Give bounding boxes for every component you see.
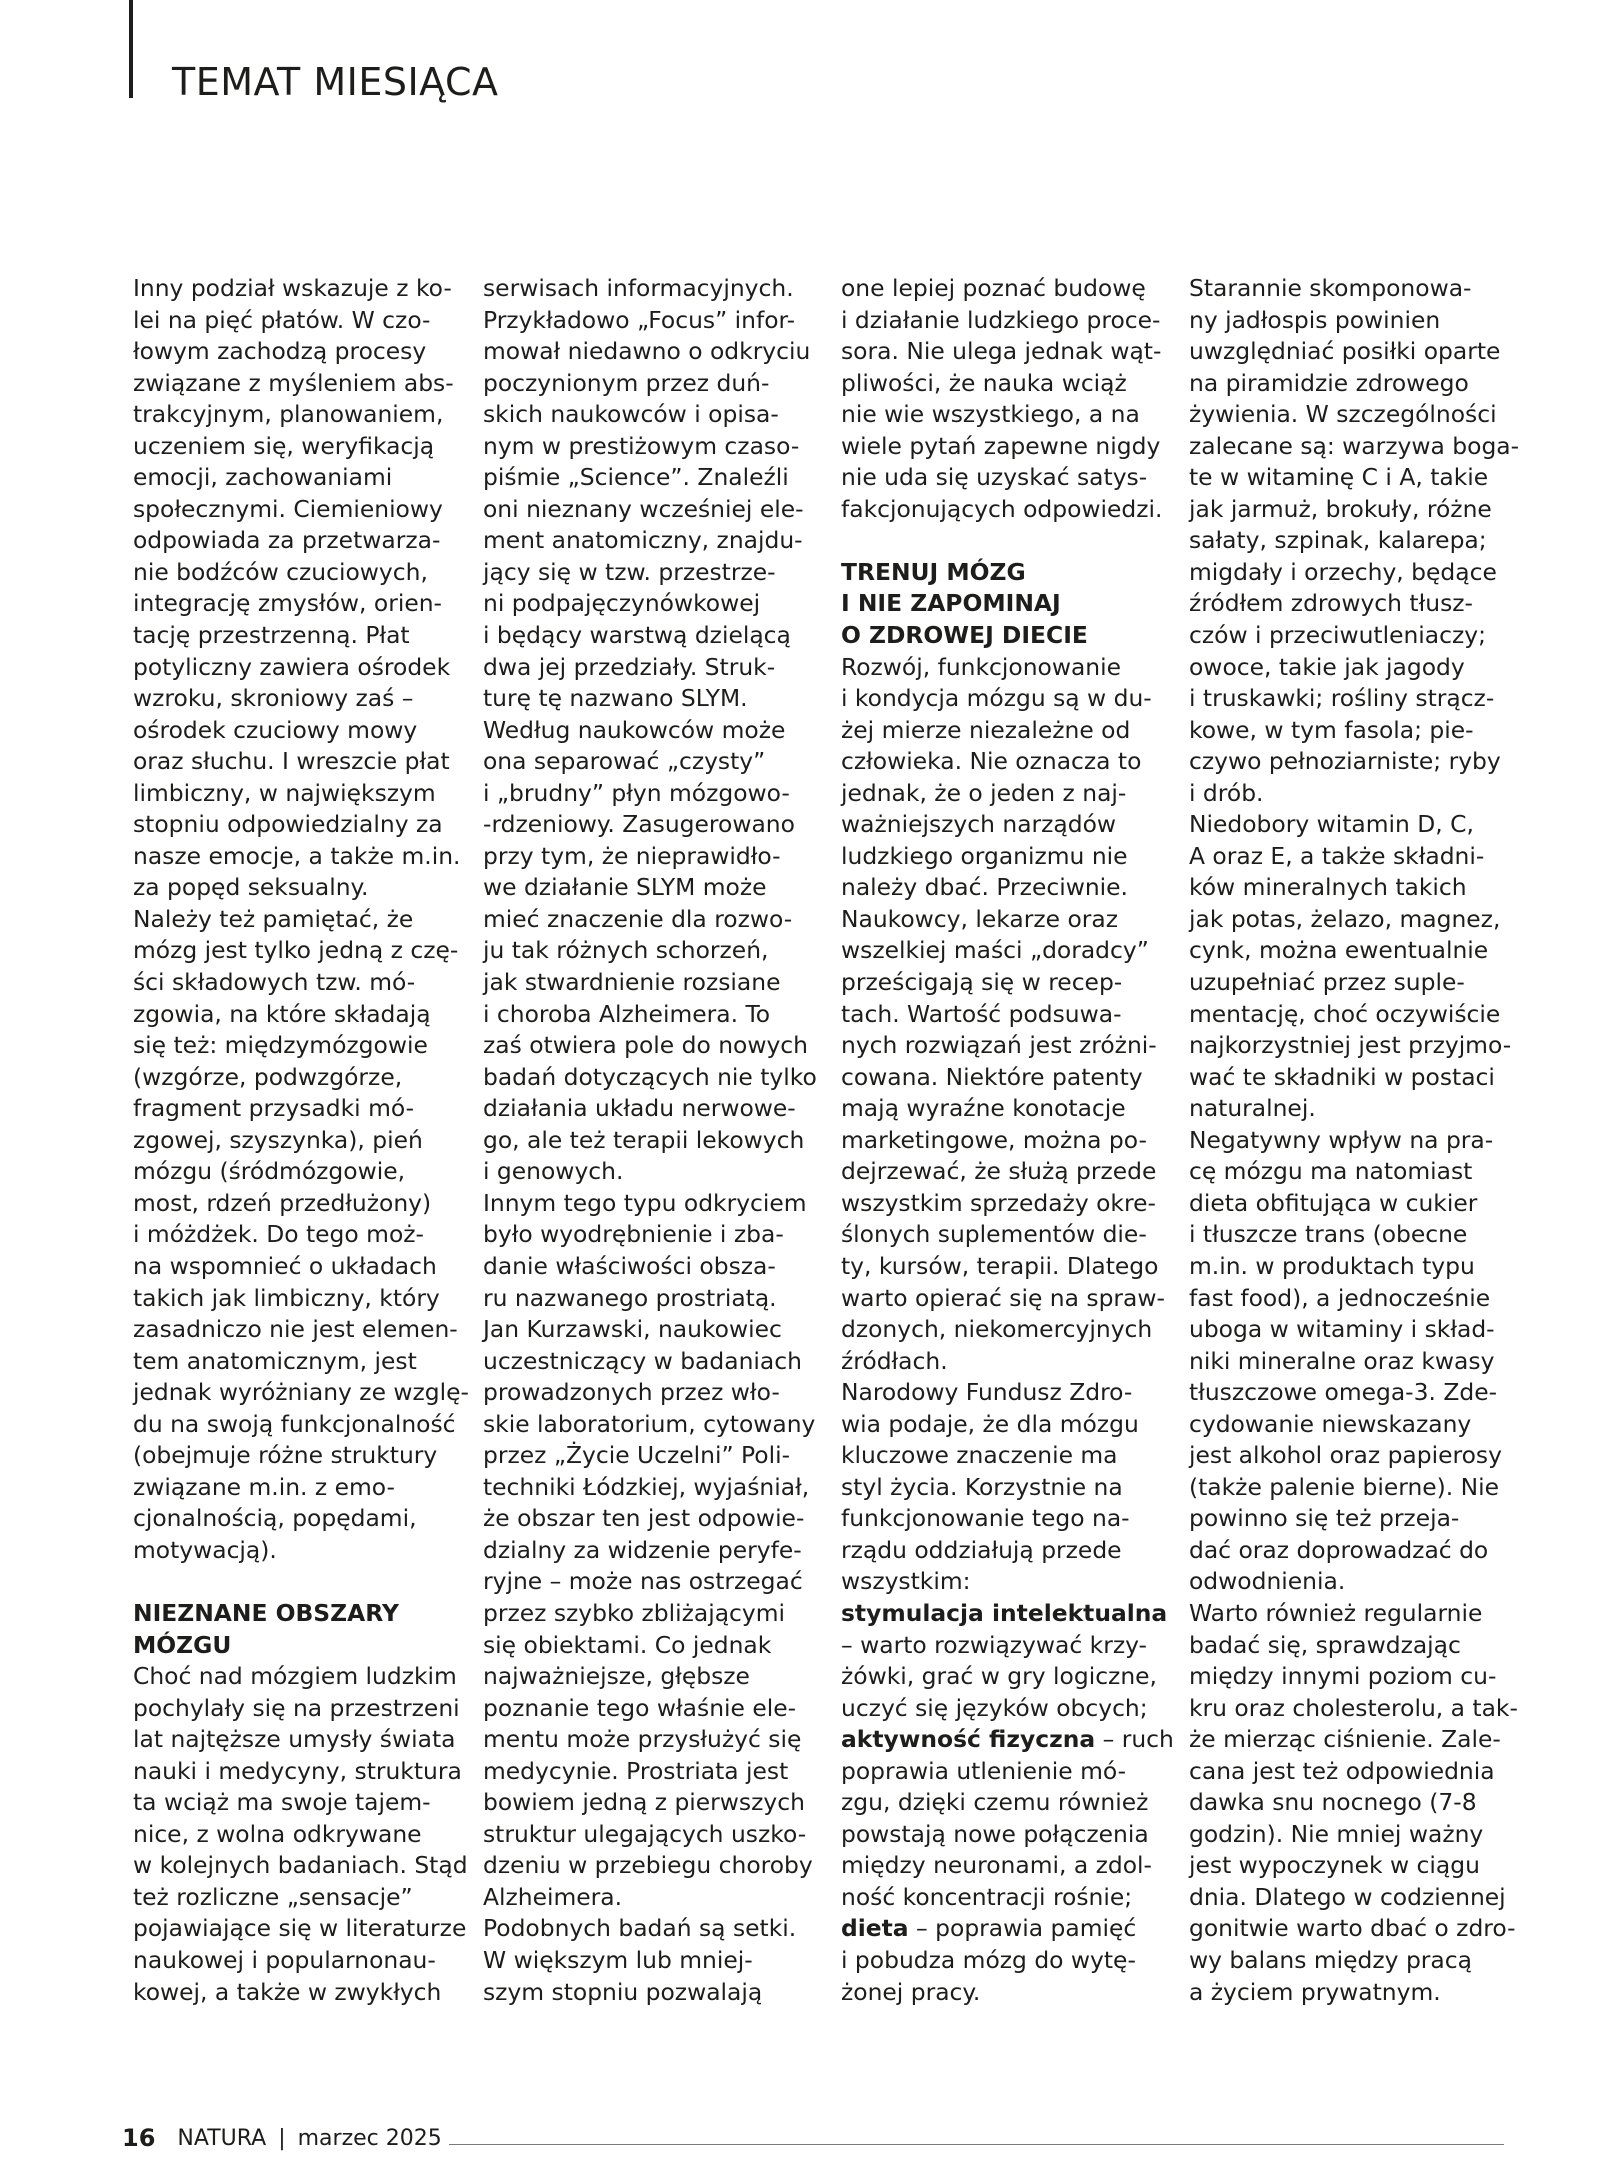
text-line: kluczowe znaczenie ma <box>841 1441 1118 1470</box>
text-line: zgowia, na które składają <box>133 999 431 1028</box>
page-footer <box>122 2123 442 2153</box>
text-line: ment anatomiczny, znajdu- <box>483 526 803 555</box>
text-line: we działanie SLYM może <box>483 873 767 902</box>
text-line: medycynie. Prostriata jest <box>483 1756 789 1785</box>
text-line: go, ale też terapii lekowych <box>483 1125 805 1154</box>
text-line: że obszar ten jest odpowie- <box>483 1504 805 1533</box>
text-line: jak jarmuż, brokuły, różne <box>1189 494 1492 523</box>
text-line: Rozwój, funkcjonowanie <box>841 652 1122 681</box>
text-line: ru nazwanego prostriatą. <box>483 1283 777 1312</box>
text-line: most, rdzeń przedłużony) <box>133 1188 432 1217</box>
text-line: Niedobory witamin D, C, <box>1189 810 1474 839</box>
text-line: odpowiada za przetwarza- <box>133 526 441 555</box>
text-line: uboga w witaminy i skład- <box>1189 1315 1495 1344</box>
text-line: nice, z wolna odkrywane <box>133 1819 422 1848</box>
text-line: Według naukowców może <box>483 715 786 744</box>
text-line: (także palenie bierne). Nie <box>1189 1472 1500 1501</box>
text-line: dwa jej przedziały. Struk- <box>483 652 776 681</box>
text-line: mieć znaczenie dla rozwo- <box>483 904 793 933</box>
text-line: mentację, choć oczywiście <box>1189 999 1501 1028</box>
footer-rule <box>449 2144 1504 2145</box>
text-line: mował niedawno o odkryciu <box>483 337 811 366</box>
text-line: Innym tego typu odkryciem <box>483 1188 807 1217</box>
text-line: i genowych. <box>483 1157 624 1186</box>
text-line <box>841 1724 1174 1756</box>
text-line: naturalnej. <box>1189 1094 1316 1123</box>
text-line: zaś otwiera pole do nowych <box>483 1031 808 1060</box>
text-line: Choć nad mózgiem ludzkim <box>133 1662 457 1691</box>
text-line: uczeniem się, weryfikacją <box>133 431 435 460</box>
text-line: jak stwardnienie rozsiane <box>483 968 781 997</box>
text-line: A oraz E, a także składni- <box>1189 841 1485 870</box>
text-line: owoce, takie jak jagody <box>1189 652 1465 681</box>
text-line: najkorzystniej jest przyjmo- <box>1189 1031 1512 1060</box>
text-line: limbiczny, w największym <box>133 778 436 807</box>
text-line: między neuronami, a zdol- <box>841 1851 1152 1880</box>
text-line: ośrodek czuciowy mowy <box>133 715 418 744</box>
text-line: ju tak różnych schorzeń, <box>483 936 769 965</box>
article-column-4 <box>1189 273 1520 2008</box>
text-line: Przykładowo „Focus” infor- <box>483 305 796 334</box>
text-line: (obejmuje różne struktury <box>133 1441 438 1470</box>
text-line: zalecane są: warzywa boga- <box>1189 431 1520 460</box>
text-line: między innymi poziom cu- <box>1189 1662 1497 1691</box>
bold-term: dieta <box>841 1914 909 1943</box>
text-line: godzin). Nie mniej ważny <box>1189 1819 1484 1848</box>
text-line: ność koncentracji rośnie; <box>841 1882 1133 1911</box>
text-line: powinno się też przeja- <box>1189 1504 1460 1533</box>
text-line: wszelkiej maści „doradcy” <box>841 936 1149 965</box>
text-fragment: – ruch <box>1095 1725 1174 1754</box>
bold-term: stymulacja intelektualna <box>841 1598 1168 1627</box>
page-number: 16 <box>122 2124 156 2152</box>
text-line: piśmie „Science”. Znaleźli <box>483 463 789 492</box>
text-line: nie wie wszystkiego, a na <box>841 400 1140 429</box>
text-line: m.in. w produktach typu <box>1189 1251 1475 1280</box>
text-line: jest alkohol oraz papierosy <box>1189 1441 1502 1470</box>
text-line: wać te składniki w postaci <box>1189 1062 1495 1091</box>
text-line: cynk, można ewentualnie <box>1189 936 1489 965</box>
text-line: pochylały się na przestrzeni <box>133 1693 460 1722</box>
text-line <box>841 1913 1161 1945</box>
text-line: wzroku, skroniowy zaś – <box>133 684 414 713</box>
text-line: Należy też pamiętać, że <box>133 904 414 933</box>
text-line: za popęd seksualny. <box>133 873 369 902</box>
text-line: żywienia. W szczególności <box>1189 400 1497 429</box>
text-line: nie uda się uzyskać satys- <box>841 463 1148 492</box>
text-line: też rozliczne „sensacje” <box>133 1882 413 1911</box>
text-line: dzeniu w przebiegu choroby <box>483 1851 813 1880</box>
text-line: związane z myśleniem abs- <box>133 368 454 397</box>
text-line: serwisach informacyjnych. <box>483 274 794 302</box>
text-line: żonej pracy. <box>841 1977 981 2006</box>
text-line: przez „Życie Uczelni” Poli- <box>483 1441 791 1470</box>
text-line: czywo pełnoziarniste; ryby <box>1189 747 1501 776</box>
text-line: wszystkim sprzedaży okre- <box>841 1188 1156 1217</box>
text-line: cana jest też odpowiednia <box>1189 1756 1495 1785</box>
text-line: skie laboratorium, cytowany <box>483 1409 816 1438</box>
text-line: -rdzeniowy. Zasugerowano <box>483 810 795 839</box>
text-line: jący się w tzw. przestrze- <box>483 557 776 586</box>
text-line: działania układu nerwowe- <box>483 1094 796 1123</box>
text-line: najważniejsze, głębsze <box>483 1662 750 1691</box>
text-line: uzupełniać przez suple- <box>1189 968 1465 997</box>
bold-term: aktywność fizyczna <box>841 1725 1096 1754</box>
text-line: się obiektami. Co jednak <box>483 1630 772 1659</box>
text-line: pliwości, że nauka wciąż <box>841 368 1127 397</box>
text-line: dnia. Dlatego w codziennej <box>1189 1882 1506 1911</box>
text-line: W większym lub mniej- <box>483 1945 753 1974</box>
text-line: ryjne – może nas ostrzegać <box>483 1567 803 1596</box>
text-line: i drób. <box>1189 778 1264 807</box>
text-line: i będący warstwą dzielącą <box>483 621 791 650</box>
text-line: prześcigają się w recep- <box>841 968 1123 997</box>
text-line: poczynionym przez duń- <box>483 368 770 397</box>
section-heading-line: I NIE ZAPOMINAJ <box>841 589 1061 618</box>
text-line: uczyć się języków obcych; <box>841 1693 1148 1722</box>
text-line: przez szybko zbliżającymi <box>483 1598 786 1627</box>
section-heading-line: MÓZGU <box>133 1630 232 1659</box>
text-line: tem anatomicznym, jest <box>133 1346 417 1375</box>
text-line: wiele pytań zapewne nigdy <box>841 431 1161 460</box>
text-line: ślonych suplementów die- <box>841 1220 1147 1249</box>
text-line: kowe, w tym fasola; pie- <box>1189 715 1474 744</box>
text-line: te w witaminę C i A, takie <box>1189 463 1489 492</box>
text-line: i choroba Alzheimera. To <box>483 999 771 1028</box>
text-line: skich naukowców i opisa- <box>483 400 779 429</box>
text-line: turę tę nazwano SLYM. <box>483 684 748 713</box>
text-line: i kondycja mózgu są w du- <box>841 684 1152 713</box>
text-line: marketingowe, można po- <box>841 1125 1147 1154</box>
text-line: badać się, sprawdzając <box>1189 1630 1461 1659</box>
text-line: – warto rozwiązywać krzy- <box>841 1630 1147 1659</box>
paragraph-gap <box>133 1566 453 1598</box>
text-line: Narodowy Fundusz Zdro- <box>841 1378 1133 1407</box>
text-line: danie właściwości obsza- <box>483 1251 776 1280</box>
text-line: prowadzonych przez wło- <box>483 1378 780 1407</box>
text-line: wy balans między pracą <box>1189 1945 1472 1974</box>
text-line: nie bodźców czuciowych, <box>133 557 428 586</box>
article-column-1 <box>133 273 469 2008</box>
text-line: oni nieznany wcześniej ele- <box>483 494 804 523</box>
section-title: TEMAT MIESIĄCA <box>172 60 499 104</box>
text-line: poprawia utlenienie mó- <box>841 1756 1127 1785</box>
text-line: społecznymi. Ciemieniowy <box>133 494 443 523</box>
text-line: uczestniczący w badaniach <box>483 1346 802 1375</box>
text-line: ona separować „czysty” <box>483 747 766 776</box>
text-line: rządu oddziałują przede <box>841 1535 1122 1564</box>
text-line: dzialny za widzenie peryfe- <box>483 1535 802 1564</box>
text-line: takich jak limbiczny, który <box>133 1283 440 1312</box>
text-line: źródłach. <box>841 1346 948 1375</box>
text-line: nym w prestiżowym czaso- <box>483 431 800 460</box>
text-line: powstają nowe połączenia <box>841 1819 1149 1848</box>
text-line: dać oraz doprowadzać do <box>1189 1535 1489 1564</box>
text-line: cowana. Niektóre patenty <box>841 1062 1143 1091</box>
text-line: tację przestrzenną. Płat <box>133 621 410 650</box>
text-line: integrację zmysłów, orien- <box>133 589 443 618</box>
text-line: Negatywny wpływ na pra- <box>1189 1125 1494 1154</box>
footer-separator: | <box>278 2125 286 2151</box>
text-line: a życiem prywatnym. <box>1189 1977 1441 2006</box>
text-line: i móżdżek. Do tego moż- <box>133 1220 424 1249</box>
text-line: ludzkiego organizmu nie <box>841 841 1128 870</box>
article-column-3 <box>841 273 1174 2008</box>
text-line: ków mineralnych takich <box>1189 873 1467 902</box>
text-line: w kolejnych badaniach. Stąd <box>133 1851 468 1880</box>
text-line: na wspomnieć o układach <box>133 1251 437 1280</box>
text-line: i truskawki; rośliny strącz- <box>1189 684 1495 713</box>
text-line: migdały i orzechy, będące <box>1189 557 1497 586</box>
text-line: mózg jest tylko jedną z czę- <box>133 936 459 965</box>
text-line: jest wypoczynek w ciągu <box>1189 1851 1480 1880</box>
text-line: kru oraz cholesterolu, a tak- <box>1189 1693 1518 1722</box>
text-line: Warto również regularnie <box>1189 1598 1483 1627</box>
magazine-name: NATURA <box>177 2125 267 2151</box>
text-line: było wyodrębnienie i zba- <box>483 1220 784 1249</box>
article-column-2 <box>483 273 817 2008</box>
text-line: związane m.in. z emo- <box>133 1472 395 1501</box>
text-line: cydowanie niewskazany <box>1189 1409 1472 1438</box>
text-line: zgu, dzięki czemu również <box>841 1788 1149 1817</box>
text-line: sałaty, szpinak, kalarepa; <box>1189 526 1487 555</box>
text-line: lat najtęższe umysły świata <box>133 1725 456 1754</box>
section-heading-line: NIEZNANE OBSZARY <box>133 1598 399 1627</box>
text-line: wszystkim: <box>841 1567 971 1596</box>
text-line: sora. Nie ulega jednak wąt- <box>841 337 1162 366</box>
issue-date: marzec 2025 <box>297 2125 442 2151</box>
text-line: wia podaje, że dla mózgu <box>841 1409 1139 1438</box>
text-line: ni podpajęczynówkowej <box>483 589 761 618</box>
text-line: Podobnych badań są setki. <box>483 1914 797 1943</box>
text-line: du na swoją funkcjonalność <box>133 1409 456 1438</box>
text-line: źródłem zdrowych tłusz- <box>1189 589 1473 618</box>
text-line: techniki Łódzkiej, wyjaśniał, <box>483 1472 810 1501</box>
text-line: bowiem jedną z pierwszych <box>483 1788 805 1817</box>
text-line: przy tym, że nieprawidło- <box>483 841 781 870</box>
text-line: tach. Wartość podsuwa- <box>841 999 1122 1028</box>
text-line: nasze emocje, a także m.in. <box>133 841 461 870</box>
text-line: Jan Kurzawski, naukowiec <box>483 1315 782 1344</box>
text-line: tłuszczowe omega-3. Zde- <box>1189 1378 1498 1407</box>
text-line: zgowej, szyszynka), pień <box>133 1125 423 1154</box>
text-line: należy dbać. Przeciwnie. <box>841 873 1128 902</box>
text-line: one lepiej poznać budowę <box>841 274 1146 302</box>
text-line: lei na pięć płatów. W czo- <box>133 305 431 334</box>
text-line: ta wciąż ma swoje tajem- <box>133 1788 431 1817</box>
text-line: potyliczny zawiera ośrodek <box>133 652 451 681</box>
text-line: cę mózgu ma natomiast <box>1189 1157 1473 1186</box>
text-line: stopniu odpowiedzialny za <box>133 810 443 839</box>
text-line: fragment przysadki mó- <box>133 1094 415 1123</box>
text-line: i tłuszcze trans (obecne <box>1189 1220 1468 1249</box>
text-line: dieta obfitująca w cukier <box>1189 1188 1478 1217</box>
text-line: nych rozwiązań jest zróżni- <box>841 1031 1157 1060</box>
section-heading-line: TRENUJ MÓZG <box>841 557 1026 586</box>
text-line: na piramidzie zdrowego <box>1189 368 1469 397</box>
text-line: emocji, zachowaniami <box>133 463 393 492</box>
text-line: i działanie ludzkiego proce- <box>841 305 1161 334</box>
text-line: żówki, grać w gry logiczne, <box>841 1662 1157 1691</box>
text-line: funkcjonowanie tego na- <box>841 1504 1130 1533</box>
header-vertical-rule <box>129 0 133 98</box>
text-line: pojawiające się w literaturze <box>133 1914 467 1943</box>
text-line: dejrzewać, że służą przede <box>841 1157 1157 1186</box>
text-line: jednak, że o jeden z naj- <box>841 778 1127 807</box>
text-line: Naukowcy, lekarze oraz <box>841 904 1118 933</box>
text-line: mają wyraźne konotacje <box>841 1094 1126 1123</box>
text-line: się też: międzymózgowie <box>133 1031 428 1060</box>
text-line: mózgu (śródmózgowie, <box>133 1157 406 1186</box>
text-line: badań dotyczących nie tylko <box>483 1062 817 1091</box>
text-line: motywacją). <box>133 1535 277 1564</box>
paragraph-gap <box>841 525 1161 557</box>
text-line: (wzgórze, podwzgórze, <box>133 1062 403 1091</box>
text-line: i pobudza mózg do wytę- <box>841 1945 1136 1974</box>
text-line: ty, kursów, terapii. Dlatego <box>841 1251 1159 1280</box>
text-fragment: – poprawia pamięć <box>908 1914 1137 1943</box>
text-line: dawka snu nocnego (7-8 <box>1189 1788 1477 1817</box>
text-line: fast food), a jednocześnie <box>1189 1283 1491 1312</box>
text-line: łowym zachodzą procesy <box>133 337 427 366</box>
text-line: styl życia. Korzystnie na <box>841 1472 1123 1501</box>
text-line: oraz słuchu. I wreszcie płat <box>133 747 450 776</box>
text-line: żej mierze niezależne od <box>841 715 1131 744</box>
section-heading-line: O ZDROWEJ DIECIE <box>841 621 1088 650</box>
text-line: Starannie skomponowa- <box>1189 274 1472 302</box>
text-line: nauki i medycyny, struktura <box>133 1756 462 1785</box>
text-line: warto opierać się na spraw- <box>841 1283 1165 1312</box>
text-line: trakcyjnym, planowaniem, <box>133 400 444 429</box>
text-line: poznanie tego właśnie ele- <box>483 1693 797 1722</box>
text-line: naukowej i popularnonau- <box>133 1945 436 1974</box>
text-line: fakcjonujących odpowiedzi. <box>841 494 1163 523</box>
text-line: ści składowych tzw. mó- <box>133 968 416 997</box>
text-line: Alzheimera. <box>483 1882 623 1911</box>
text-line: czów i przeciwutleniaczy; <box>1189 621 1486 650</box>
text-line: kowej, a także w zwykłych <box>133 1977 442 2006</box>
text-line: niki mineralne oraz kwasy <box>1189 1346 1495 1375</box>
text-line: cjonalnością, popędami, <box>133 1504 417 1533</box>
text-line: i „brudny” płyn mózgowo- <box>483 778 790 807</box>
text-line: jak potas, żelazo, magnez, <box>1189 904 1501 933</box>
text-line: że mierząc ciśnienie. Zale- <box>1189 1725 1501 1754</box>
text-line: jednak wyróżniany ze wzglę- <box>133 1378 469 1407</box>
text-line: szym stopniu pozwalają <box>483 1977 763 2006</box>
text-line: człowieka. Nie oznacza to <box>841 747 1142 776</box>
text-line: dzonych, niekomercyjnych <box>841 1315 1153 1344</box>
text-line: uwzględniać posiłki oparte <box>1189 337 1501 366</box>
text-line: ważniejszych narządów <box>841 810 1117 839</box>
text-line: Inny podział wskazuje z ko- <box>133 274 452 302</box>
text-line: struktur ulegających uszko- <box>483 1819 807 1848</box>
text-line: ny jadłospis powinien <box>1189 305 1441 334</box>
text-line: zasadniczo nie jest elemen- <box>133 1315 458 1344</box>
text-line: gonitwie warto dbać o zdro- <box>1189 1914 1516 1943</box>
text-line: odwodnienia. <box>1189 1567 1346 1596</box>
text-line: mentu może przysłużyć się <box>483 1725 802 1754</box>
